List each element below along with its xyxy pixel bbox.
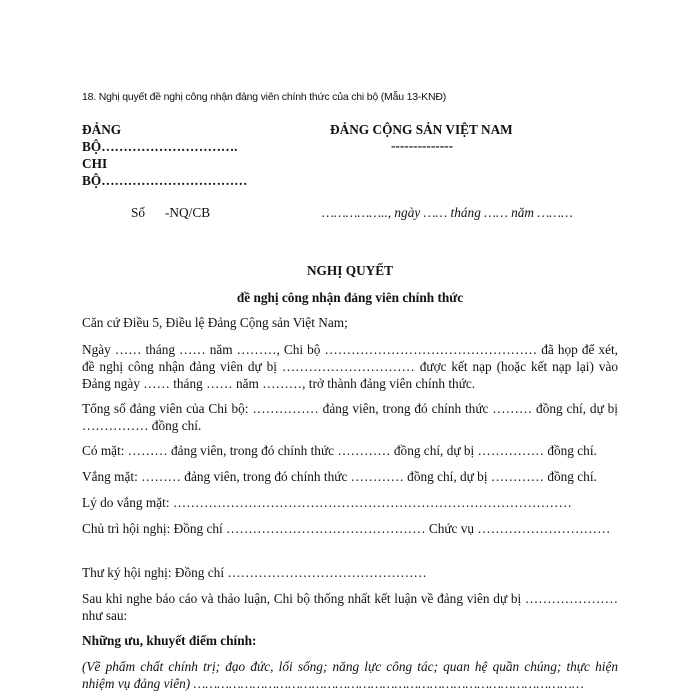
document-number-suffix: -NQ/CB	[165, 205, 211, 220]
absent-paragraph: Vắng mặt: ……… đảng viên, trong đó chính thức ………… đồng chí, dự bị ………… đồng chí.	[82, 469, 597, 484]
present-paragraph: Có mặt: ……… đảng viên, trong đó chính thức ………… đồng chí, dự bị …………… đồng chí.	[82, 443, 597, 458]
form-caption: 18. Nghị quyết đề nghị công nhận đảng viên chính thức của chi bộ (Mẫu 13-KNĐ)	[82, 91, 447, 103]
party-cell-line1: CHI	[82, 156, 108, 171]
secretary-paragraph: Thư ký hội nghị: Đồng chí ………………………………………	[82, 565, 427, 580]
strengths-note: (Về phẩm chất chính trị; đạo đức, lối sống; năng lực công tác; quan hệ quần chúng; thực hiện nhiệm vụ đảng viên) ………………………………………………………………………………………	[82, 659, 618, 691]
document-title: NGHỊ QUYẾT	[306, 263, 394, 278]
strengths-heading: Những ưu, khuyết điểm chính:	[82, 633, 257, 648]
party-org-line1: ĐẢNG	[82, 122, 122, 137]
basis-paragraph: Căn cứ Điều 5, Điều lệ Đảng Cộng sản Việt Nam;	[82, 315, 348, 330]
party-org-line2: BỘ………………………….	[82, 139, 238, 154]
party-name-title: ĐẢNG CỘNG SẢN VIỆT NAM	[330, 122, 513, 137]
conclusion-paragraph: Sau khi nghe báo cáo và thảo luận, Chi bộ thống nhất kết luận về đảng viên dự bị ………………… như sau:	[82, 591, 618, 623]
total-members-paragraph: Tổng số đảng viên của Chi bộ: …………… đảng viên, trong đó chính thức ……… đồng chí, dự bị …………… đồng chí.	[82, 401, 618, 433]
document-number-label: Số	[131, 205, 146, 220]
document-subtitle: đề nghị công nhận đảng viên chính thức	[236, 290, 464, 305]
chair-paragraph: Chủ trì hội nghị: Đồng chí ……………………………………… Chức vụ …………………………	[82, 521, 611, 536]
absence-reason-paragraph: Lý do vắng mặt: ………………………………………………………………………………	[82, 495, 572, 510]
party-cell-line2: BỘ……………………………	[82, 173, 248, 188]
header-rule: --------------	[391, 138, 453, 153]
meeting-paragraph: Ngày …… tháng …… năm ………, Chi bộ ………………………………………… đã họp để xét, đề nghị công nhận đảng viên dự bị ………………………… được kết nạp (hoặc kết nạp lại) vào Đảng ngày …… tháng …… năm ………, trở thành đảng viên chính thức.	[82, 342, 618, 391]
date-line: …………….., ngày …… tháng …… năm ………	[322, 205, 573, 220]
